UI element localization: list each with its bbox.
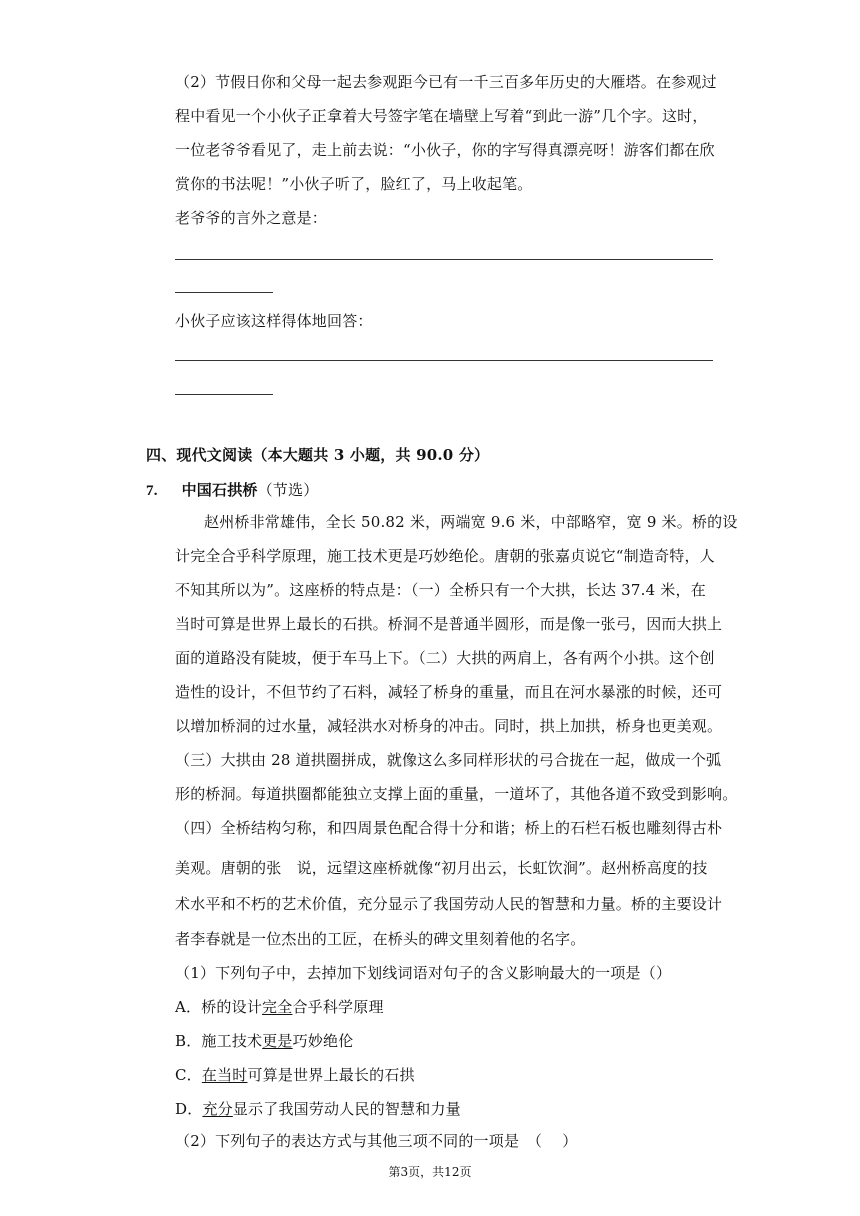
passage-line: 不知其所以为”。这座桥的特点是：（一）全桥只有一个大拱，长达 37.4 米，在 xyxy=(175,581,706,599)
passage-line: 当时可算是世界上最长的石拱。桥洞不是普通半圆形，而是像一张弓，因而大拱上 xyxy=(175,615,723,633)
section-heading: 四、现代文阅读（本大题共 3 小题，共 90.0 分） xyxy=(146,446,490,464)
passage-line: 者李春就是一位杰出的工匠，在桥头的碑文里刻着他的名字。 xyxy=(175,930,586,948)
option-a-text-pre: A．桥的设计 xyxy=(175,998,263,1016)
answer-line[interactable] xyxy=(175,360,713,361)
passage-line: 美观。唐朝的张 说，远望这座桥就像“初月出云，长虹饮涧”。赵州桥高度的技 xyxy=(175,859,708,877)
passage-line: 面的道路没有陡坡，便于车马上下。（二）大拱的两肩上，各有两个小拱。这个创 xyxy=(175,649,715,667)
option-c-text-pre: C． xyxy=(175,1066,202,1084)
q2-prompt-reply: 小伙子应该这样得体地回答： xyxy=(175,312,373,330)
passage-title: 中国石拱桥 xyxy=(181,481,258,499)
q2-line-3: 一位老爷爷看见了，走上前去说：“小伙子，你的字写得真漂亮呀！游客们都在欣 xyxy=(175,141,715,159)
option-b[interactable] xyxy=(175,1031,353,1051)
option-c-text-post: 可算是世界上最长的石拱 xyxy=(247,1066,415,1084)
q7-title-row xyxy=(146,480,318,501)
option-a-text-post: 合乎科学原理 xyxy=(292,998,384,1016)
passage-line: （四）全桥结构匀称，和四周景色配合得十分和谐；桥上的石栏石板也雕刻得古朴 xyxy=(175,819,723,837)
passage-title-note: （节选） xyxy=(257,481,319,499)
subquestion-1-stem: （1）下列句子中，去掉加下划线词语对句子的含义影响最大的一项是（） xyxy=(175,964,672,982)
option-a-underlined: 完全 xyxy=(262,998,293,1016)
q2-line-4: 赏你的书法呢！”小伙子听了，脸红了，马上收起笔。 xyxy=(175,175,533,193)
option-d-text-post: 显示了我国劳动人民的智慧和力量 xyxy=(232,1100,461,1118)
option-c-underlined: 在当时 xyxy=(201,1066,248,1084)
passage-line: 计完全合乎科学原理，施工技术更是巧妙绝伦。唐朝的张嘉贞说它“制造奇特，人 xyxy=(175,547,715,565)
q2-prompt-elder-meaning: 老爷爷的言外之意是： xyxy=(175,209,328,227)
question-number: 7. xyxy=(146,483,158,499)
option-a[interactable] xyxy=(175,997,384,1017)
answer-line[interactable] xyxy=(175,259,713,260)
answer-line-short[interactable] xyxy=(175,292,273,293)
passage-line: 以增加桥洞的过水量，减轻洪水对桥身的冲击。同时，拱上加拱，桥身也更美观。 xyxy=(175,717,723,735)
option-b-text-post: 巧妙绝伦 xyxy=(292,1032,354,1050)
page-footer: 第3页，共12页 xyxy=(388,1165,472,1179)
option-b-underlined: 更是 xyxy=(262,1032,293,1050)
option-c[interactable] xyxy=(175,1065,415,1085)
option-d-underlined: 充分 xyxy=(202,1100,233,1118)
option-d[interactable] xyxy=(175,1099,461,1119)
passage-line: 形的桥洞。每道拱圈都能独立支撑上面的重量，一道坏了，其他各道不致受到影响。 xyxy=(175,785,738,803)
passage-line: 术水平和不朽的艺术价值，充分显示了我国劳动人民的智慧和力量。桥的主要设计 xyxy=(175,895,723,913)
subquestion-2-stem: （2）下列句子的表达方式与其他三项不同的一项是 （ ） xyxy=(175,1132,578,1150)
answer-line-short[interactable] xyxy=(175,394,273,395)
passage-line: 造性的设计，不但节约了石料，减轻了桥身的重量，而且在河水暴涨的时候，还可 xyxy=(175,683,723,701)
option-b-text-pre: B．施工技术 xyxy=(175,1032,263,1050)
passage-line: 赵州桥非常雄伟，全长 50.82 米，两端宽 9.6 米，中部略窄，宽 9 米。桥的设 xyxy=(204,513,738,531)
q2-line-1: （2）节假日你和父母一起去参观距今已有一千三百多年历史的大雁塔。在参观过 xyxy=(175,73,717,91)
passage-line: （三）大拱由 28 道拱圈拼成，就像这么多同样形状的弓合拢在一起，做成一个弧 xyxy=(175,751,722,769)
q2-line-2: 程中看见一个小伙子正拿着大号签字笔在墙壁上写着“到此一游”几个字。这时， xyxy=(175,107,708,125)
option-d-text-pre: D． xyxy=(175,1100,203,1118)
